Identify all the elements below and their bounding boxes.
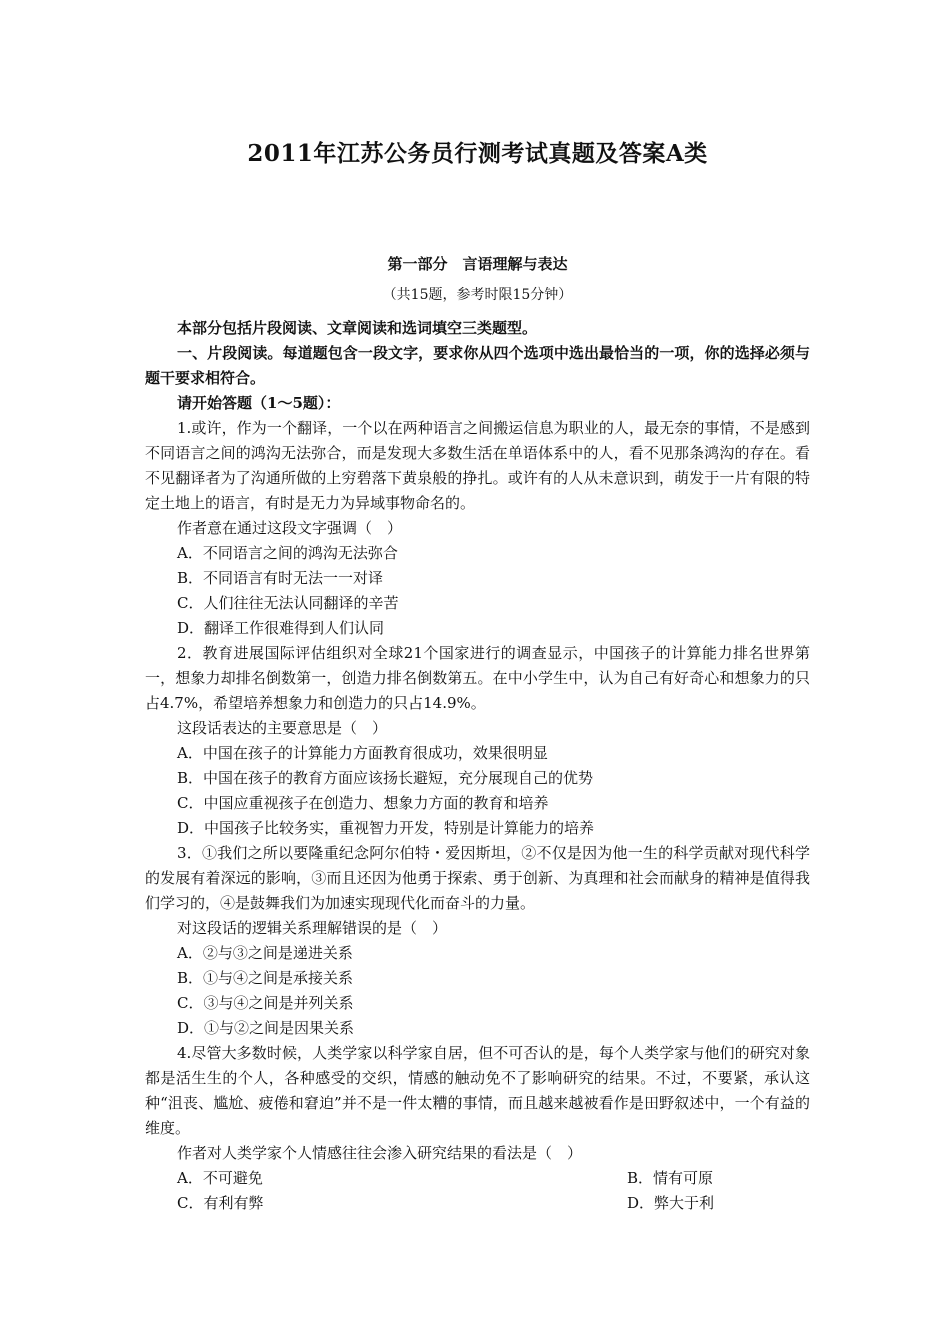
question-passage: 2．教育进展国际评估组织对全球21个国家进行的调查显示，中国孩子的计算能力排名世界第一，想象力却排名倒数第一，创造力排名倒数第五。在中小学生中，认为自己有好奇心和想象力的只占4.7%，希望培养想象力和创造力的只占14.9%。	[145, 644, 810, 712]
document-body	[145, 316, 810, 1216]
option-b: B．情有可原	[627, 1169, 714, 1187]
option-row	[145, 1191, 810, 1216]
option-d: D．中国孩子比较务实，重视智力开发，特别是计算能力的培养	[177, 819, 595, 837]
page-title: 2011年江苏公务员行测考试真题及答案A类	[247, 140, 708, 167]
option-a: A．不同语言之间的鸿沟无法弥合	[177, 544, 398, 562]
question-2	[145, 641, 810, 841]
intro-line-2: 一、片段阅读。每道题包含一段文字，要求你从四个选项中选出最恰当的一项，你的选择必须与题干要求相符合。	[145, 344, 810, 387]
option-c: C．人们往往无法认同翻译的辛苦	[177, 594, 399, 612]
question-1	[145, 416, 810, 641]
option-d: D．弊大于利	[627, 1194, 715, 1212]
question-passage: 4.尽管大多数时候，人类学家以科学家自居，但不可否认的是，每个人类学家与他们的研究对象都是活生生的个人，各种感受的交织，情感的触动免不了影响研究的结果。不过，不要紧，承认这种“沮丧、尴尬、疲倦和窘迫”并不是一件太糟的事情，而且越来越被看作是田野叙述中，一个有益的维度。	[145, 1044, 810, 1137]
option-b: B．不同语言有时无法一一对译	[177, 569, 384, 587]
question-passage: 3．①我们之所以要隆重纪念阿尔伯特・爱因斯坦，②不仅是因为他一生的科学贡献对现代科学的发展有着深远的影响，③而且还因为他勇于探索、勇于创新、为真理和社会而献身的精神是值得我们学习的，④是鼓舞我们为加速实现现代化而奋斗的力量。	[145, 844, 810, 912]
intro-line-1: 本部分包括片段阅读、文章阅读和选词填空三类题型。	[177, 319, 538, 337]
option-c: C．有利有弊	[177, 1194, 264, 1212]
question-stem: 作者意在通过这段文字强调（ ）	[177, 519, 403, 537]
question-stem: 这段话表达的主要意思是（ ）	[177, 719, 388, 737]
part-heading: 第一部分 言语理解与表达	[387, 255, 568, 273]
question-3	[145, 841, 810, 1041]
intro-line-3: 请开始答题（1～5题）：	[177, 394, 341, 412]
option-c: C．中国应重视孩子在创造力、想象力方面的教育和培养	[177, 794, 549, 812]
question-4	[145, 1041, 810, 1216]
question-passage: 1.或许，作为一个翻译，一个以在两种语言之间搬运信息为职业的人，最无奈的事情，不是感到不同语言之间的鸿沟无法弥合，而是发现大多数生活在单语体系中的人，看不见那条鸿沟的存在。看不见翻译者为了沟通所做的上穷碧落下黄泉般的挣扎。或许有的人从未意识到，萌发于一片有限的特定土地上的语言，有时是无力为异域事物命名的。	[145, 419, 810, 512]
option-a: A．②与③之间是递进关系	[177, 944, 353, 962]
question-stem: 作者对人类学家个人情感往往会渗入研究结果的看法是（ ）	[177, 1144, 583, 1162]
option-row	[145, 1166, 810, 1191]
part-subheading: （共15题，参考时限15分钟）	[382, 287, 573, 303]
question-stem: 对这段话的逻辑关系理解错误的是（ ）	[177, 919, 448, 937]
option-b: B．中国在孩子的教育方面应该扬长避短，充分展现自己的优势	[177, 769, 594, 787]
option-a: A．不可避免	[177, 1169, 263, 1187]
option-b: B．①与④之间是承接关系	[177, 969, 354, 987]
option-a: A．中国在孩子的计算能力方面教育很成功，效果很明显	[177, 744, 548, 762]
option-c: C．③与④之间是并列关系	[177, 994, 354, 1012]
option-d: D．翻译工作很难得到人们认同	[177, 619, 385, 637]
option-d: D．①与②之间是因果关系	[177, 1019, 355, 1037]
